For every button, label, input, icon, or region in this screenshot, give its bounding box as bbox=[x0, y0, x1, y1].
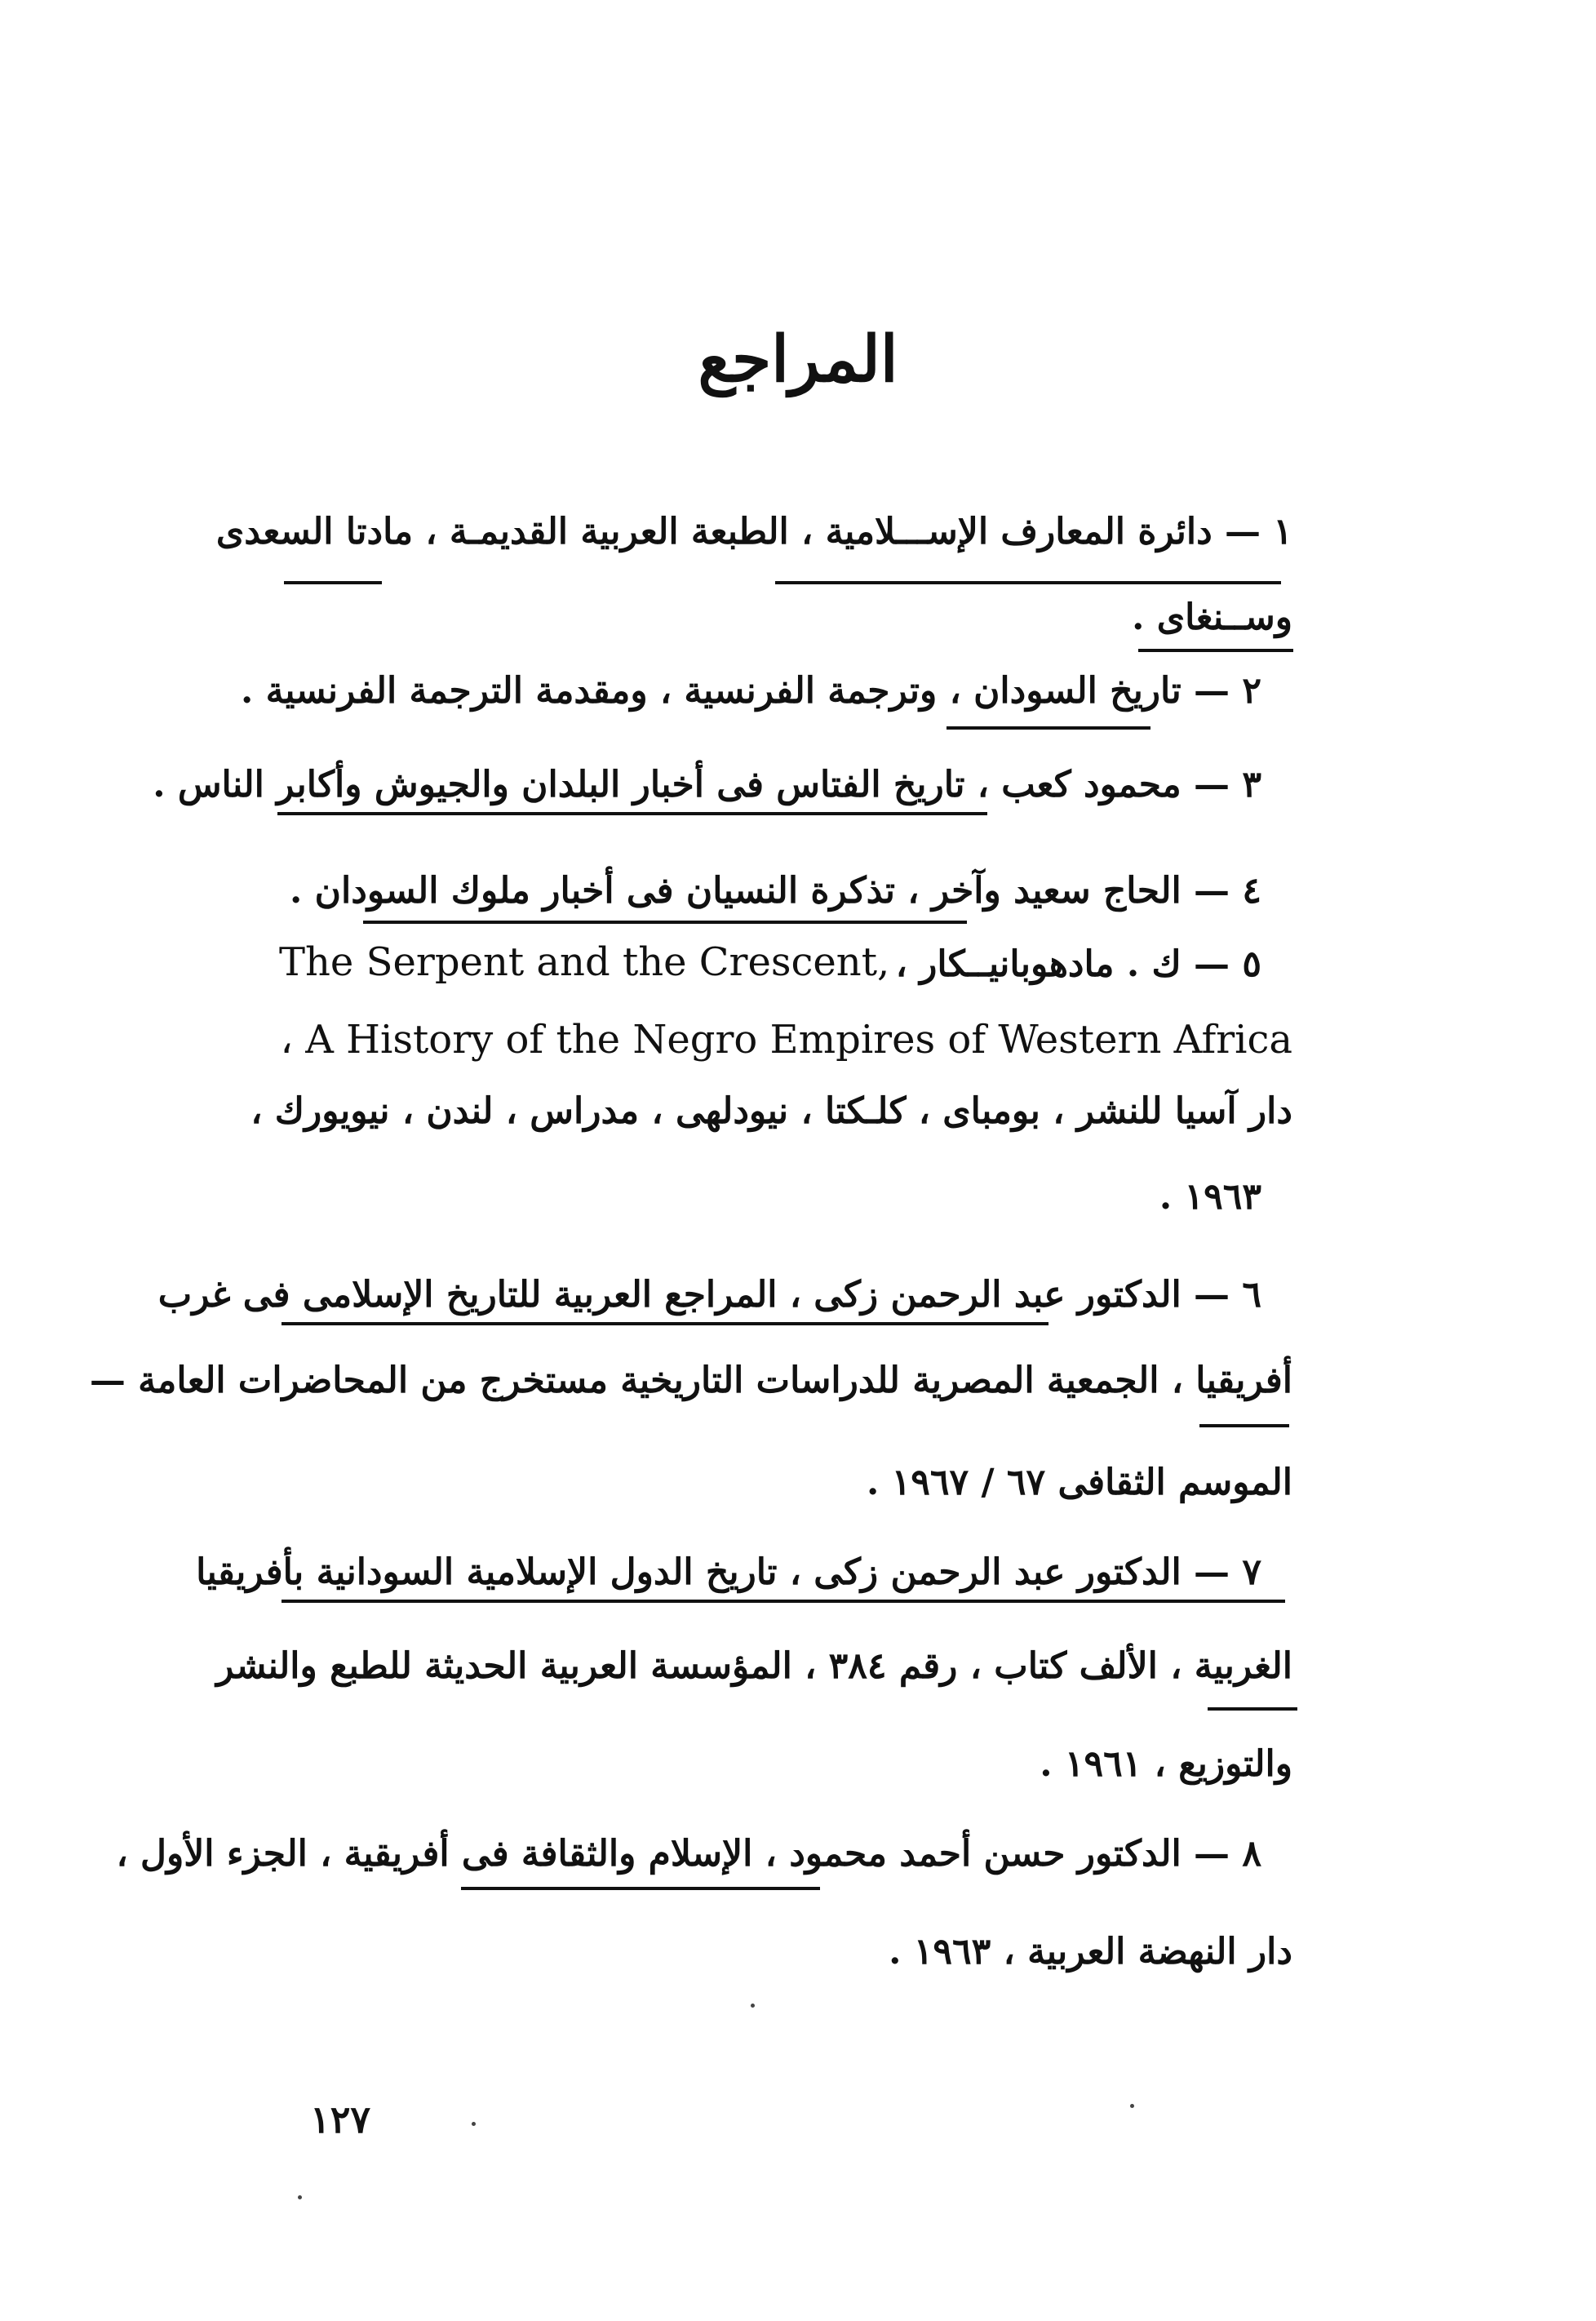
reference-line: ٣ — محمود كعب ، تاريخ الفتاس فى أخبار البلدان والجيوش وأكابر الناس . bbox=[153, 764, 1261, 805]
reference-line: ٧ — الدكتور عبد الرحمن زكى ، تاريخ الدول الإسلامية السودانية بأفريقيا bbox=[196, 1551, 1261, 1593]
reference-line-latin: The Serpent and the Crescent, bbox=[279, 939, 890, 985]
underline bbox=[947, 726, 1150, 730]
reference-line: والتوزيع ، ١٩٦١ . bbox=[1040, 1743, 1292, 1785]
scan-speck bbox=[298, 2195, 302, 2199]
reference-line: أفريقيا ، الجمعية المصرية للدراسات التاريخية مستخرج من المحاضرات العامة — bbox=[89, 1360, 1292, 1401]
reference-line: ١ — دائرة المعارف الإســـلامية ، الطبعة العربية القديمـة ، مادتا السعدى bbox=[215, 511, 1292, 553]
reference-line: دار آسيا للنشر ، بومباى ، كلـكتا ، نيودلهى ، مدراس ، لندن ، نيويورك ، bbox=[250, 1090, 1292, 1132]
reference-line: ٨ — الدكتور حسن أحمد محمود ، الإسلام والثقافة فى أفريقية ، الجزء الأول ، bbox=[116, 1833, 1261, 1875]
underline bbox=[1138, 649, 1293, 652]
reference-line: ٥ — ك . مادهوبانيــكار ، bbox=[895, 943, 1261, 985]
underline bbox=[1208, 1707, 1297, 1711]
underline bbox=[277, 812, 987, 815]
scan-speck bbox=[751, 2004, 755, 2008]
reference-line: ٢ — تاريخ السودان ، وترجمة الفرنسية ، ومقدمة الترجمة الفرنسية . bbox=[241, 670, 1261, 712]
reference-line: ١٩٦٣ . bbox=[1159, 1176, 1261, 1218]
reference-line: ٦ — الدكتور عبد الرحمن زكى ، المراجع العربية للتاريخ الإسلامى فى غرب bbox=[157, 1274, 1261, 1316]
reference-line-latin: ، A History of the Negro Empires of Western Africa bbox=[280, 1017, 1292, 1063]
underline bbox=[282, 1600, 1285, 1603]
underline bbox=[775, 581, 1281, 584]
reference-line: وســنغاى . bbox=[1132, 597, 1292, 638]
underline bbox=[461, 1887, 820, 1890]
reference-line: ٤ — الحاج سعيد وآخر ، تذكرة النسيان فى أخبار ملوك السودان . bbox=[290, 870, 1261, 912]
scan-speck bbox=[472, 2122, 476, 2126]
underline bbox=[282, 1322, 1048, 1325]
reference-line: الموسم الثقافى ٦٧ / ١٩٦٧ . bbox=[866, 1462, 1292, 1503]
page-number: ١٢٧ bbox=[310, 2097, 371, 2141]
underline bbox=[363, 921, 967, 924]
page-title: المراجع bbox=[698, 322, 898, 397]
reference-line: الغربية ، الألف كتاب ، رقم ٣٨٤ ، المؤسسة العربية الحديثة للطبع والنشر bbox=[216, 1645, 1292, 1687]
reference-line: دار النهضة العربية ، ١٩٦٣ . bbox=[889, 1931, 1292, 1973]
scan-speck bbox=[1130, 2104, 1134, 2108]
underline bbox=[284, 581, 382, 584]
underline bbox=[1199, 1424, 1289, 1427]
